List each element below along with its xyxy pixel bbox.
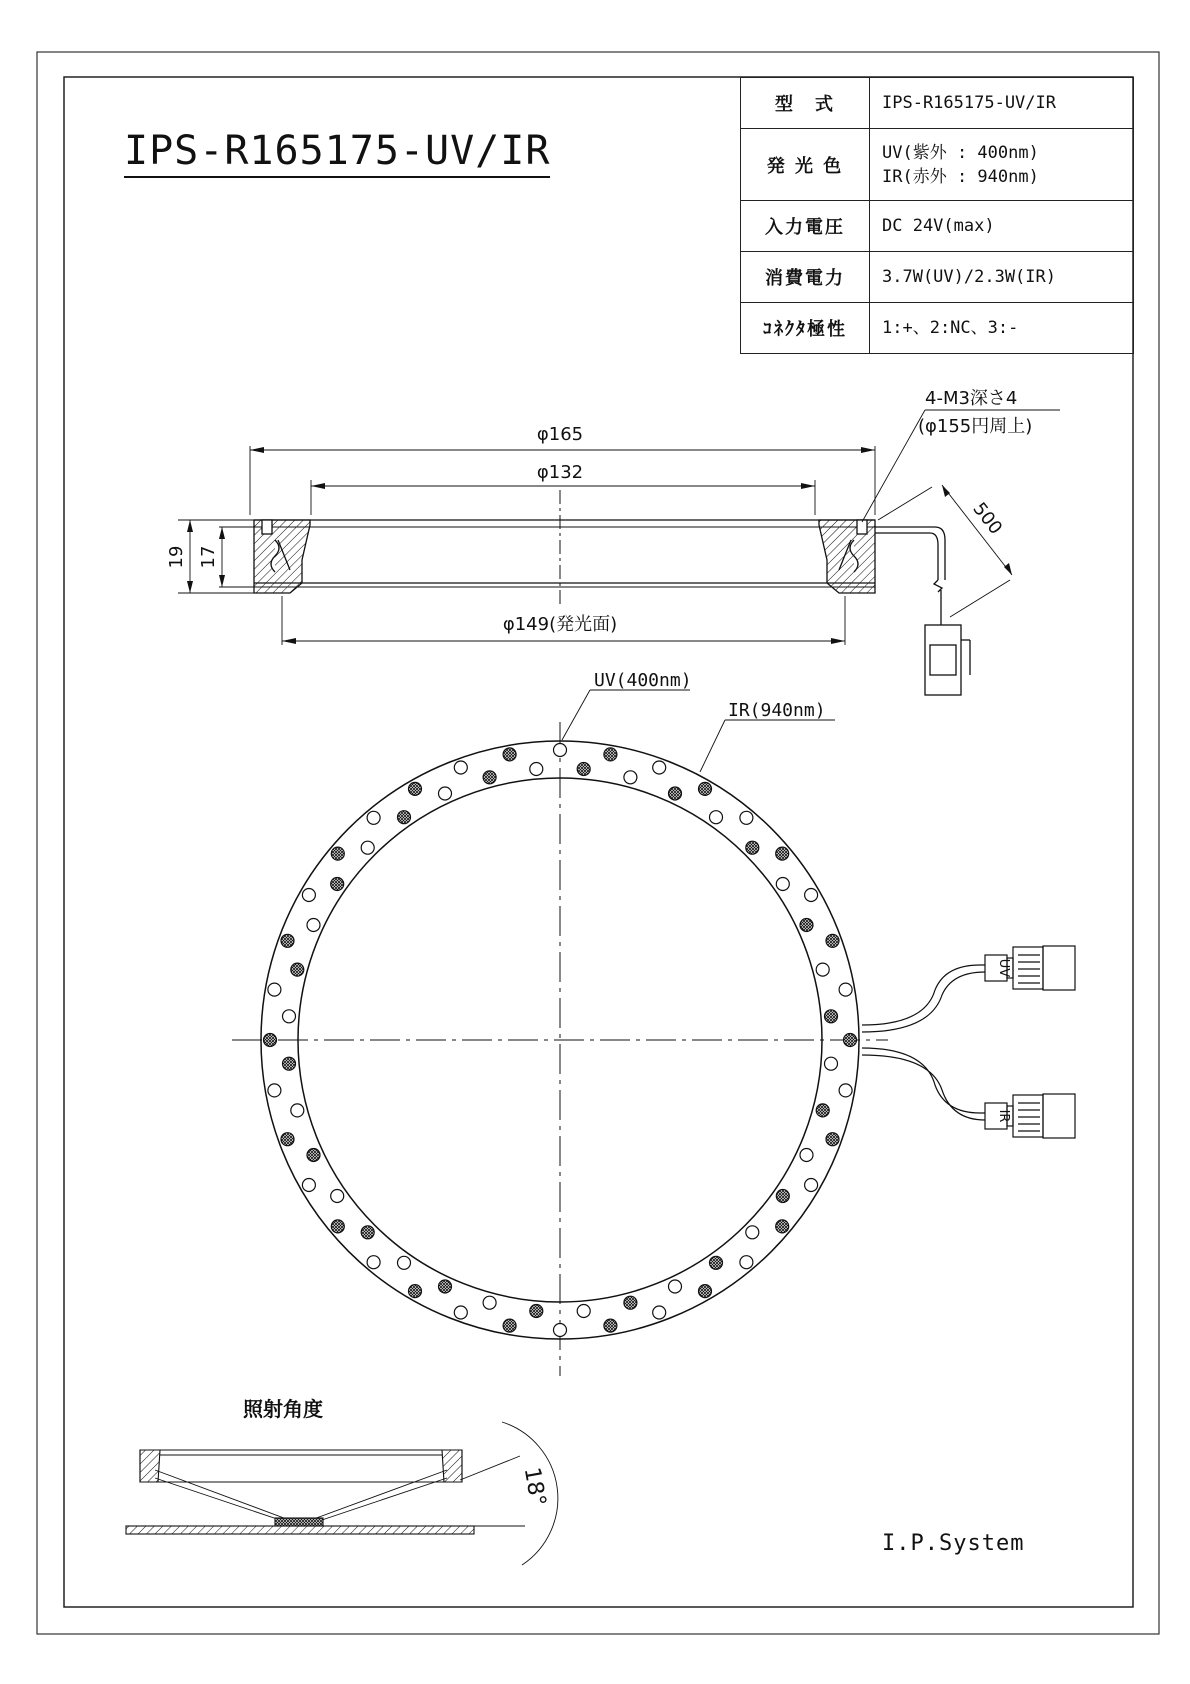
spec-row-model [741,78,1134,129]
uv-led [268,983,281,996]
ir-led [776,847,789,860]
connector-ir-label: IR [996,1109,1011,1123]
ir-led [331,1220,344,1233]
spec-color-ir: IR(赤外 : 940nm) [882,166,1039,187]
angle-value: 18° [518,1465,551,1509]
spec-voltage-value: DC 24V(max) [870,201,1134,252]
uv-led [740,811,753,824]
ir-led [503,748,516,761]
ir-led [826,1133,839,1146]
uv-led [454,1306,467,1319]
uv-led [554,1324,567,1337]
ir-led [409,782,422,795]
ir-led [439,1280,452,1293]
spec-model-label: 型 式 [741,78,870,129]
spec-table [740,77,1134,354]
spec-row-connector [741,303,1134,354]
ir-led [503,1319,516,1332]
ir-led [746,841,759,854]
connector-uv-label: UV [996,958,1011,978]
spec-row-color [741,129,1134,201]
uv-led [805,889,818,902]
ir-led [826,934,839,947]
ir-led [264,1034,277,1047]
uv-led [710,811,723,824]
ir-label: IR(940nm) [728,700,826,721]
spec-power-value: 3.7W(UV)/2.3W(IR) [870,252,1134,303]
uv-led [554,744,567,757]
ir-led [669,787,682,800]
ir-led [825,1010,838,1023]
screw-note-1: 4-M3深さ4 [925,388,1018,409]
ir-led [398,811,411,824]
uv-led [740,1256,753,1269]
ir-led [483,771,496,784]
front-view [232,690,1075,1376]
uv-led [483,1296,496,1309]
uv-led [825,1057,838,1070]
spec-power-label: 消費電力 [741,252,870,303]
ir-led [409,1285,422,1298]
ir-led [800,919,813,932]
uv-led [577,1305,590,1318]
spec-row-power [741,252,1134,303]
angle-heading: 照射角度 [243,1397,323,1421]
uv-led [624,771,637,784]
uv-led [291,1104,304,1117]
ir-led [283,1057,296,1070]
spec-connector-value: 1:+、2:NC、3:- [870,303,1134,354]
ir-led [361,1226,374,1239]
uv-led [530,763,543,776]
ir-led [624,1296,637,1309]
uv-led [816,963,829,976]
ir-led [699,1285,712,1298]
spec-connector-label: ｺﾈｸﾀ極性 [741,303,870,354]
dim-outer: φ165 [536,424,584,445]
ir-led [281,1133,294,1146]
angle-view [126,1422,558,1565]
uv-led [307,919,320,932]
dim-h19: 19 [166,545,187,569]
ir-led [776,1220,789,1233]
brand-name: I.P.System [882,1531,1025,1556]
uv-label: UV(400nm) [594,670,692,691]
ir-led [307,1149,320,1162]
uv-led [302,889,315,902]
uv-led [367,811,380,824]
uv-led [361,841,374,854]
dim-h17: 17 [198,545,219,569]
ir-led [816,1104,829,1117]
ir-led [699,782,712,795]
spec-model-value: IPS-R165175-UV/IR [870,78,1134,129]
ir-led [291,963,304,976]
ir-led [530,1305,543,1318]
uv-led [669,1280,682,1293]
ir-led [776,1190,789,1203]
cable-length: 500 [968,498,1007,539]
ir-led [844,1034,857,1047]
uv-led [839,1084,852,1097]
side-view [178,410,1060,695]
uv-led [302,1179,315,1192]
dim-emit: φ149(発光面) [502,614,618,635]
ir-led [577,763,590,776]
ir-led [604,748,617,761]
uv-led [839,983,852,996]
screw-note-2: (φ155円周上) [918,416,1033,437]
uv-led [398,1256,411,1269]
ir-led [604,1319,617,1332]
drawing-title: IPS-R165175-UV/IR [124,128,550,178]
uv-led [653,1306,666,1319]
spec-row-voltage [741,201,1134,252]
uv-led [454,761,467,774]
uv-led [268,1084,281,1097]
uv-led [746,1226,759,1239]
ir-led [710,1256,723,1269]
uv-led [367,1256,380,1269]
ir-led [281,934,294,947]
spec-color-label: 発 光 色 [741,129,870,201]
uv-led [800,1149,813,1162]
spec-voltage-label: 入力電圧 [741,201,870,252]
dim-inner: φ132 [536,462,584,483]
uv-led [283,1010,296,1023]
uv-led [331,1190,344,1203]
spec-color-value [870,129,1134,201]
uv-led [776,878,789,891]
ir-led [331,847,344,860]
spec-color-uv: UV(紫外 : 400nm) [882,142,1039,163]
uv-led [439,787,452,800]
ir-led [331,878,344,891]
uv-led [653,761,666,774]
uv-led [805,1179,818,1192]
